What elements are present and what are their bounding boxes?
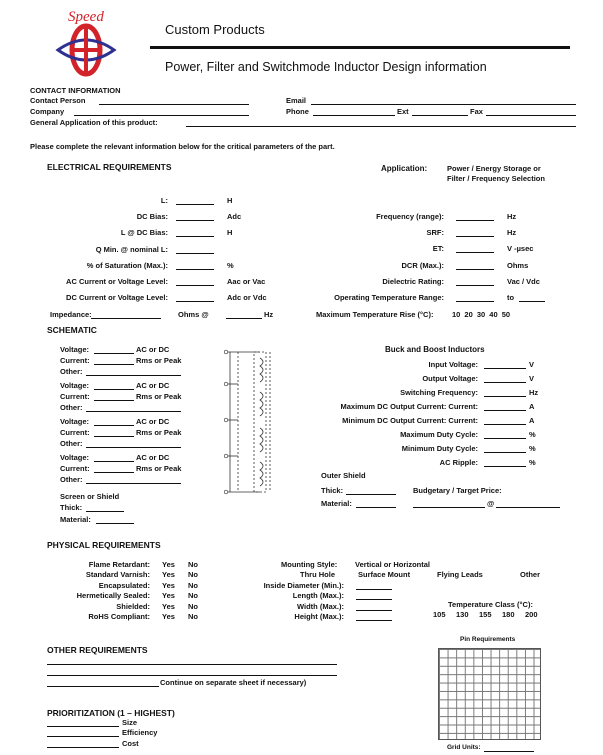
electrical-right-label: Dielectric Rating: [382,276,444,286]
electrical-right-field[interactable] [456,236,494,237]
schematic-current-field[interactable] [94,472,134,473]
electrical-right-unit: Hz [507,228,517,238]
yes-option[interactable]: Yes [162,591,175,601]
schematic-rms-peak: Rms or Peak [136,464,182,473]
electrical-right-field[interactable] [456,301,494,302]
schematic-other-label: Other: [60,403,83,412]
buck-boost-field[interactable] [484,466,526,467]
buck-boost-label: Maximum Duty Cycle: [400,430,478,439]
schematic-voltage-label: Voltage: [60,381,90,390]
other-req-line-2[interactable] [47,675,337,676]
buck-boost-field[interactable] [484,396,526,397]
schematic-current-label: Current: [60,356,90,365]
buck-boost-label: Input Voltage: [428,360,478,369]
ohms-at-label: Ohms @ [178,310,209,319]
svg-text:Speed: Speed [68,9,104,25]
priority-item: Cost [122,738,139,748]
schematic-current-field[interactable] [94,436,134,437]
schematic-other-field[interactable] [86,411,181,412]
contact-person-field[interactable] [99,104,249,105]
buck-boost-unit: % [529,430,536,439]
schematic-current-field[interactable] [94,400,134,401]
electrical-left-label: L: [160,196,168,205]
dimension-field[interactable] [356,610,392,611]
electrical-right-unit: to [507,293,515,302]
outer-thick-label: Thick: [321,486,344,495]
outer-material-field[interactable] [356,507,396,508]
buck-boost-label: AC Ripple: [439,458,478,467]
buck-boost-unit: Hz [529,388,539,397]
schematic-voltage-label: Voltage: [60,417,90,426]
other-req-continue: Continue on separate sheet if necessary) [160,678,307,687]
transformer-schematic [224,346,294,498]
mounting-style-label: Mounting Style: [281,560,338,569]
physical-item-label: Shielded: [116,601,150,611]
dimension-field[interactable] [356,620,392,621]
buck-boost-field[interactable] [484,424,526,425]
dimension-field[interactable] [356,599,392,600]
electrical-left-label: AC Current or Voltage Level: [66,277,168,286]
company-label: Company [30,107,65,116]
no-option[interactable]: No [188,591,198,601]
schematic-voltage-field[interactable] [94,461,134,462]
electrical-right-unit: Ohms [507,260,529,270]
physical-heading: PHYSICAL REQUIREMENTS [47,540,161,550]
page-title: Custom Products [165,22,265,37]
application-value-2: Filter / Frequency Selection [447,174,545,183]
schematic-voltage-field[interactable] [94,389,134,390]
electrical-right-unit: V -µsec [507,244,534,254]
physical-item-label: Encapsulated: [98,580,150,590]
max-temp-rise-label: Maximum Temperature Rise (°C): [316,310,434,319]
electrical-right-unit: Hz [507,212,517,221]
schematic-ac-dc: AC or DC [136,453,170,462]
temp-class-option[interactable]: 155 [479,610,492,619]
buck-boost-unit: V [529,374,535,383]
buck-boost-label: Output Voltage: [422,374,478,383]
page-subtitle: Power, Filter and Switchmode Inductor Design information [165,60,487,74]
screen-thick-field[interactable] [86,511,124,512]
buck-boost-unit: A [529,402,535,411]
impedance-label: Impedance: [50,310,92,319]
screen-material-field[interactable] [96,523,134,524]
yes-option[interactable]: Yes [162,601,175,611]
buck-boost-label: Minimum Duty Cycle: [401,444,478,453]
schematic-other-label: Other: [60,439,83,448]
no-option[interactable]: No [188,570,198,580]
electrical-right-label: Operating Temperature Range: [334,293,444,302]
buck-boost-unit: A [529,416,535,425]
fax-label: Fax [470,107,483,116]
header-rule [150,46,570,49]
company-field[interactable] [74,115,249,116]
budgetary-field[interactable] [413,507,485,508]
electrical-left-label: DC Bias: [136,212,168,222]
priority-field[interactable] [47,736,119,737]
pin-grid[interactable] [438,648,541,740]
other-req-line-3[interactable] [47,686,159,687]
schematic-current-label: Current: [60,428,90,437]
yes-option[interactable]: Yes [162,580,175,590]
temp-class-option[interactable]: 105 [433,610,446,619]
impedance-field[interactable] [91,318,161,319]
electrical-left-field[interactable] [176,285,214,286]
electrical-right-label: Frequency (range): [376,212,444,221]
buck-boost-label: Minimum DC Output Current: Current: [342,416,478,425]
dimension-label: Width (Max.): [296,601,344,611]
vertical-horizontal[interactable]: Vertical or Horizontal [355,560,431,569]
electrical-right-label: DCR (Max.): [401,260,444,270]
speed-logo [50,4,130,89]
screen-shield-label: Screen or Shield [60,492,120,501]
flying-leads[interactable]: Flying Leads [437,570,483,579]
yes-option[interactable]: Yes [162,560,175,569]
schematic-voltage-field[interactable] [94,353,134,354]
priority-field[interactable] [47,726,119,727]
schematic-voltage-label: Voltage: [60,345,90,354]
ext-field[interactable] [412,115,468,116]
priority-item: Efficiency [122,728,158,738]
other-req-heading: OTHER REQUIREMENTS [47,645,148,655]
schematic-other-field[interactable] [86,375,181,376]
schematic-ac-dc: AC or DC [136,345,170,354]
buck-boost-label: Switching Frequency: [400,388,478,397]
pin-req-heading: Pin Requirements [460,636,516,643]
other-mounting[interactable]: Other [520,570,541,579]
grid-units-label: Grid Units: [447,744,481,751]
schematic-rms-peak: Rms or Peak [136,356,182,365]
instructions: Please complete the relevant information below for the critical parameters of the part. [30,142,335,151]
electrical-left-unit: H [227,196,233,205]
no-option[interactable]: No [188,601,198,611]
schematic-other-field[interactable] [86,483,181,484]
priority-field[interactable] [47,747,119,748]
budgetary-label: Budgetary / Target Price: [413,486,502,495]
schematic-current-label: Current: [60,392,90,401]
no-option[interactable]: No [188,560,198,569]
electrical-right-field[interactable] [456,269,494,270]
phone-field[interactable] [313,115,395,116]
grid-units-field[interactable] [484,751,534,752]
physical-item-label: RoHS Compliant: [88,612,150,621]
buck-boost-unit: V [529,360,535,369]
electrical-left-label: DC Current or Voltage Level: [66,293,168,303]
outer-material-label: Material: [321,499,352,508]
buck-boost-field[interactable] [484,410,526,411]
buck-boost-unit: % [529,458,536,467]
screen-thick-label: Thick: [60,503,83,512]
screen-material-label: Material: [60,515,91,524]
electrical-left-unit: Adc or Vdc [227,293,267,303]
yes-option[interactable]: Yes [162,570,175,580]
buck-boost-label: Maximum DC Output Current: Current: [340,402,478,411]
physical-item-label: Standard Varnish: [85,570,150,580]
electrical-left-unit: % [227,260,234,270]
prioritization-heading: PRIORITIZATION (1 – HIGHEST) [47,708,175,718]
priority-item: Size [122,718,138,727]
electrical-right-unit: Vac / Vdc [507,276,540,286]
dimension-label: Height (Max.): [294,612,344,622]
buck-boost-field[interactable] [484,368,526,369]
temp-range-to-field[interactable] [519,301,545,302]
outer-shield-label: Outer Shield [321,471,366,480]
electrical-left-label: % of Saturation (Max.): [86,260,168,270]
contact-person-label: Contact Person [30,96,86,105]
schematic-voltage-label: Voltage: [60,453,90,462]
surface-mount[interactable]: Surface Mount [358,570,411,579]
electrical-right-field[interactable] [456,285,494,286]
electrical-left-field[interactable] [176,253,214,254]
schematic-current-field[interactable] [94,364,134,365]
schematic-rms-peak: Rms or Peak [136,392,182,401]
hz-label: Hz [264,310,274,319]
application-label: Application: [381,164,428,173]
buck-boost-heading: Buck and Boost Inductors [385,345,485,354]
schematic-voltage-field[interactable] [94,425,134,426]
schematic-rms-peak: Rms or Peak [136,428,182,437]
max-temp-rise-values[interactable]: 10 20 30 40 50 [452,310,511,319]
yes-option[interactable]: Yes [162,612,175,621]
dimension-field[interactable] [356,589,392,590]
electrical-left-label: L @ DC Bias: [120,228,168,238]
electrical-right-field[interactable] [456,252,494,253]
electrical-left-unit: Adc [227,212,242,222]
dimension-label: Length (Max.): [292,591,344,601]
schematic-other-label: Other: [60,367,83,376]
dimension-label: Inside Diameter (Min.): [263,581,344,590]
thru-hole[interactable]: Thru Hole [300,570,335,579]
electrical-left-field[interactable] [176,301,214,302]
electrical-right-field[interactable] [456,220,494,221]
other-req-line-1[interactable] [47,664,337,665]
schematic-ac-dc: AC or DC [136,417,170,426]
general-application-field[interactable] [186,126,576,127]
outer-thick-field[interactable] [346,494,396,495]
physical-item-label: Hermetically Sealed: [76,591,150,601]
buck-boost-field[interactable] [484,438,526,439]
electrical-left-unit: H [227,228,233,238]
schematic-other-field[interactable] [86,447,181,448]
budgetary-at: @ [487,499,495,508]
no-option[interactable]: No [188,580,198,590]
electrical-left-field[interactable] [176,204,214,205]
schematic-ac-dc: AC or DC [136,381,170,390]
application-value-1: Power / Energy Storage or [447,164,541,173]
electrical-left-field[interactable] [176,220,214,221]
no-option[interactable]: No [188,612,198,621]
buck-boost-field[interactable] [484,382,526,383]
fax-field[interactable] [486,115,576,116]
phone-label: Phone [286,107,309,116]
electrical-right-label: SRF: [426,228,444,238]
electrical-left-label: Q Min. @ nominal L: [95,244,168,254]
temp-class-option[interactable]: 200 [525,610,538,619]
general-application-label: General Application of this product: [30,118,158,127]
budgetary-qty-field[interactable] [496,507,560,508]
buck-boost-unit: % [529,444,536,453]
electrical-heading: ELECTRICAL REQUIREMENTS [47,162,172,172]
email-field[interactable] [311,104,576,105]
buck-boost-field[interactable] [484,452,526,453]
schematic-heading: SCHEMATIC [47,325,97,335]
schematic-other-label: Other: [60,475,83,484]
ohms-at-field[interactable] [226,318,262,319]
electrical-right-label: ET: [432,244,444,254]
schematic-current-label: Current: [60,464,90,473]
electrical-left-field[interactable] [176,269,214,270]
electrical-left-unit: Aac or Vac [227,277,266,286]
temp-class-option[interactable]: 180 [502,610,515,619]
ext-label: Ext [397,107,409,116]
email-label: Email [286,96,307,105]
physical-item-label: Flame Retardant: [88,560,150,569]
electrical-left-field[interactable] [176,236,214,237]
temp-class-label: Temperature Class (°C): [448,600,533,609]
temp-class-option[interactable]: 130 [456,610,469,619]
contact-heading: CONTACT INFORMATION [30,86,121,95]
